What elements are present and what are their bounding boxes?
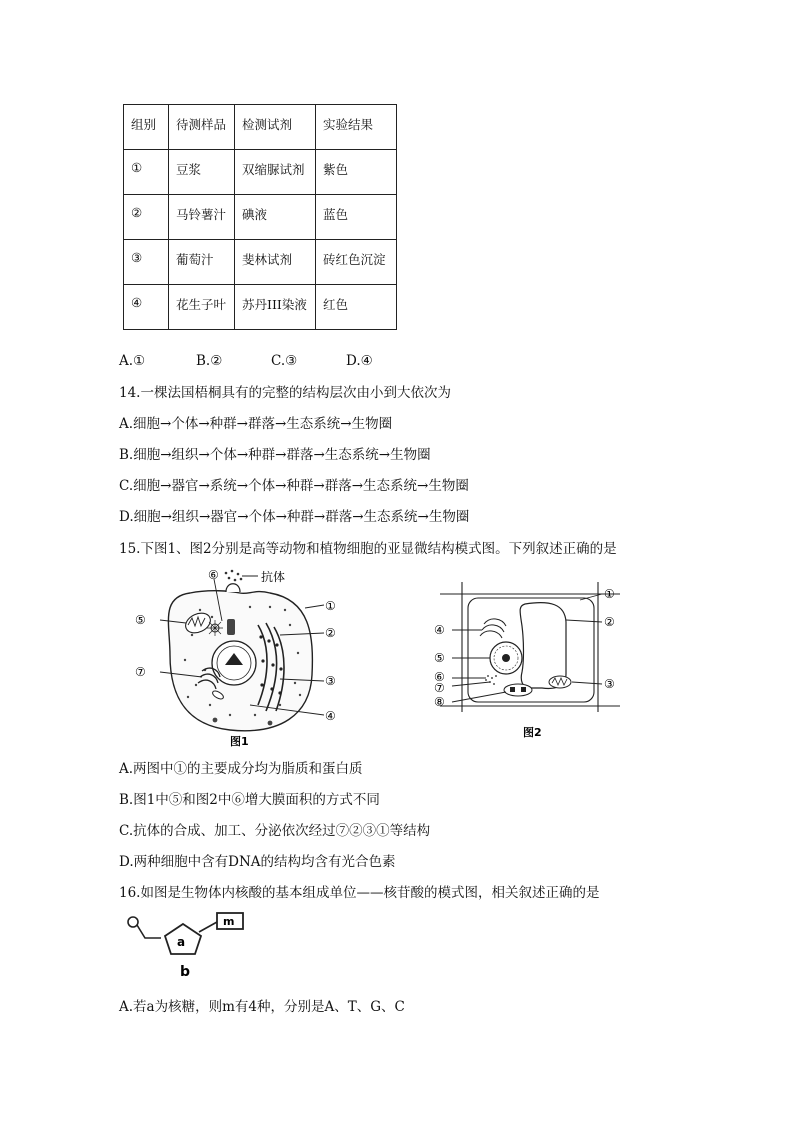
plant-cell-figure (430, 582, 630, 747)
table-header-cell: 检测试剂 (235, 105, 316, 150)
table-row (124, 150, 397, 195)
fig2-caption: 图2 (523, 726, 542, 739)
table-row (124, 285, 397, 330)
table-cell: 豆浆 (169, 150, 235, 195)
fig1-marker: ③ (325, 674, 336, 688)
q15-option-b[interactable]: B.图1中⑤和图2中⑥增大膜面积的方式不同 (119, 792, 380, 808)
q14-option-b[interactable]: B.细胞→组织→个体→种群→群落→生态系统→生物圈 (119, 447, 431, 463)
table-cell: 蓝色 (316, 195, 397, 240)
table-cell: ③ (124, 240, 169, 285)
fig1-marker: ① (325, 599, 336, 613)
table-header-row (124, 105, 397, 150)
q16-stem: 16.如图是生物体内核酸的基本组成单位——核苷酸的模式图，相关叙述正确的是 (119, 885, 600, 901)
vesicle (227, 619, 235, 635)
nucleus (212, 641, 256, 685)
table-header-cell: 组别 (124, 105, 169, 150)
table-cell: 苏丹III染液 (235, 285, 316, 330)
q13-option-d[interactable]: D.④ (346, 353, 373, 369)
q15-option-d[interactable]: D.两种细胞中含有DNA的结构均含有光合色素 (119, 854, 396, 870)
q13-option-c[interactable]: C.③ (271, 353, 298, 369)
q14-stem: 14.一棵法国梧桐具有的完整的结构层次由小到大依次为 (119, 385, 451, 401)
fig1-marker: ② (325, 626, 336, 640)
centrosome (207, 620, 223, 636)
nucleotide-figure (125, 910, 260, 982)
q15-stem: 15.下图1、图2分别是高等动物和植物细胞的亚显微结构模式图。下列叙述正确的是 (119, 541, 617, 557)
fig1-marker: ⑥ (208, 568, 219, 582)
golgi-apparatus (480, 619, 506, 638)
q15-option-c[interactable]: C.抗体的合成、加工、分泌依次经过⑦②③①等结构 (119, 823, 431, 839)
nucleotide-label: b (180, 964, 191, 980)
experiment-table (123, 104, 397, 330)
table-cell: 斐林试剂 (235, 240, 316, 285)
q14-option-a[interactable]: A.细胞→个体→种群→群落→生态系统→生物圈 (119, 416, 393, 432)
sugar-label: a (177, 935, 186, 949)
fig2-marker: ② (604, 615, 615, 629)
fig1-caption: 图1 (230, 735, 249, 748)
antibody-label: 抗体 (261, 570, 286, 584)
q15-option-a[interactable]: A.两图中①的主要成分均为脂质和蛋白质 (119, 761, 363, 777)
table-cell: 双缩脲试剂 (235, 150, 316, 195)
q14-option-d[interactable]: D.细胞→组织→器官→个体→种群→群落→生态系统→生物圈 (119, 509, 470, 525)
table-cell: 马铃薯汁 (169, 195, 235, 240)
q13-option-a[interactable]: A.① (119, 353, 146, 369)
table-cell: 葡萄汁 (169, 240, 235, 285)
fig2-marker: ③ (604, 677, 615, 691)
antibody-dots (225, 570, 243, 582)
table-cell: ④ (124, 285, 169, 330)
fig2-marker: ⑤ (434, 651, 445, 665)
fig1-marker: ⑤ (135, 613, 146, 627)
table-header-cell: 实验结果 (316, 105, 397, 150)
ribosome-dots (485, 675, 497, 685)
table-row (124, 195, 397, 240)
fig2-marker: ① (604, 587, 615, 601)
table-cell: 紫色 (316, 150, 397, 195)
base-label: m (223, 915, 235, 928)
fig2-marker: ④ (434, 623, 445, 637)
fig1-marker: ⑦ (135, 665, 146, 679)
chloroplast (504, 684, 532, 696)
table-cell: 碘液 (235, 195, 316, 240)
table-cell: 砖红色沉淀 (316, 240, 397, 285)
table-cell: ① (124, 150, 169, 195)
fig2-marker: ⑧ (434, 695, 445, 709)
table-row (124, 240, 397, 285)
table-cell: 花生子叶 (169, 285, 235, 330)
fig2-marker: ⑦ (434, 681, 445, 695)
fig1-marker: ④ (325, 709, 336, 723)
animal-cell-figure (130, 565, 355, 750)
table-header-cell: 待测样品 (169, 105, 235, 150)
mitochondrion (549, 676, 571, 688)
table-cell: 红色 (316, 285, 397, 330)
fig2-marker: ⑥ (434, 670, 445, 684)
nucleus (490, 642, 522, 674)
q14-option-c[interactable]: C.细胞→器官→系统→个体→种群→群落→生态系统→生物圈 (119, 478, 469, 494)
table-cell: ② (124, 195, 169, 240)
q13-option-b[interactable]: B.② (196, 353, 223, 369)
q16-option-a[interactable]: A.若a为核糖，则m有4种，分别是A、T、G、C (119, 999, 405, 1015)
